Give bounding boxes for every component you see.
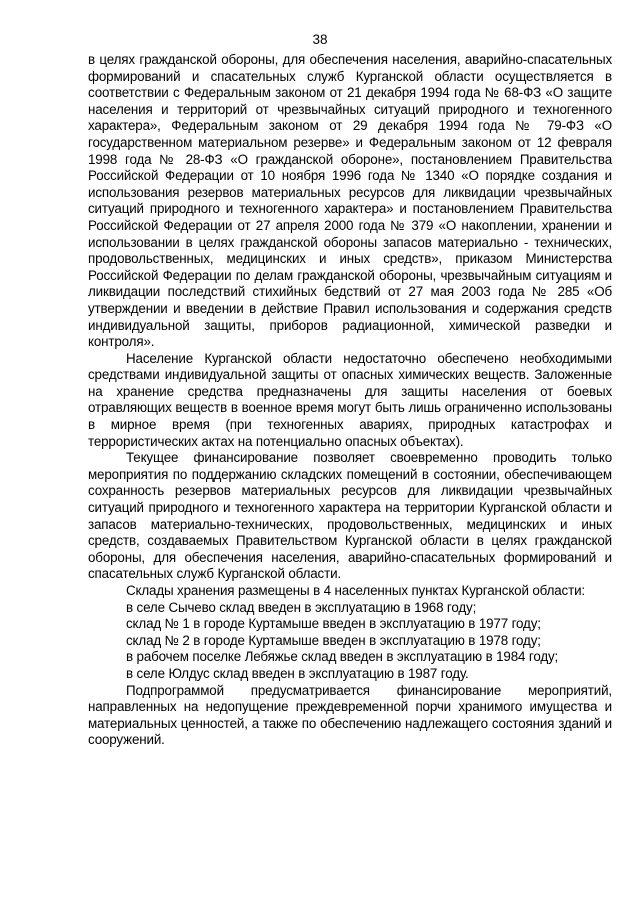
storage-list-item: в рабочем поселке Лебяжье склад введен в эксплуатацию в 1984 году;	[126, 649, 559, 665]
paragraph-financing: Текущее финансирование позволяет своевременно проводить только мероприятия по поддержанию складских помещений в состоянии, обеспечивающем сохранность резервов материальных ресурсов для ликвидации чрезвычайных ситуаций природного и техногенного характера на территории Курганской области и запасов материально-технических, продовольственных, медицинских и иных средств, создаваемых Правительством Курганской области в целях гражданской обороны, для обеспечения населения, аварийно-спасательных формирований и спасательных служб Курганской области.	[88, 450, 612, 582]
storage-list-item: склад № 1 в городе Куртамыше введен в эксплуатацию в 1977 году;	[126, 616, 541, 632]
page-number: 38	[312, 32, 328, 47]
paragraph-protection-supply: Население Курганской области недостаточно обеспечено необходимыми средствами индивидуальной защиты от опасных химических веществ. Заложенные на хранение средства предназначены для защиты населения от боевых отравляющих веществ в военное время могут быть лишь ограниченно использованы в мирное время (при техногенных авариях, природных катастрофах и террористических актах на потенциально опасных объектах).	[88, 350, 612, 449]
storage-list	[88, 583, 612, 683]
document-body	[88, 52, 612, 749]
storage-list-item: в селе Сычево склад введен в эксплуатацию в 1968 году;	[126, 599, 477, 615]
storage-list-item: склад № 2 в городе Куртамыше введен в эксплуатацию в 1978 году;	[126, 632, 541, 648]
paragraph-subprogram: Подпрограммой предусматривается финансирование мероприятий, направленных на недопущение преждевременной порчи хранимого имущества и материальных ценностей, а также по обеспечению надлежащего состояния зданий и сооружений.	[88, 682, 612, 748]
storage-list-intro: Склады хранения размещены в 4 населенных пунктах Курганской области:	[126, 583, 585, 598]
storage-list-item: в селе Юлдус склад введен в эксплуатацию в 1987 году.	[126, 665, 469, 681]
paragraph-legal-basis: в целях гражданской обороны, для обеспечения населения, аварийно-спасательных формирований и спасательных служб Курганской области осуществляется в соответствии с Федеральным законом от 21 декабря 1994 года № 68-ФЗ «О защите населения и территорий от чрезвычайных ситуаций природного и техногенного характера», Федеральным законом от 29 декабря 1994 года № 79-ФЗ «О государственном материальном резерве» и Федеральным законом от 12 февраля 1998 года № 28-ФЗ «О гражданской обороне», постановлением Правительства Российской Федерации от 10 ноября 1996 года № 1340 «О порядке создания и использования резервов материальных ресурсов для ликвидации чрезвычайных ситуаций природного и техногенного характера» и постановлением Правительства Российской Федерации от 27 апреля 2000 года № 379 «О накоплении, хранении и использовании в целях гражданской обороны запасов материально - технических, продовольственных, медицинских и иных средств», приказом Министерства Российской Федерации по делам гражданской обороны, чрезвычайным ситуациям и ликвидации последствий стихийных бедствий от 27 мая 2003 года № 285 «Об утверждении и введении в действие Правил использования и содержания средств индивидуальной защиты, приборов радиационной, химической разведки и контроля».	[88, 52, 612, 350]
